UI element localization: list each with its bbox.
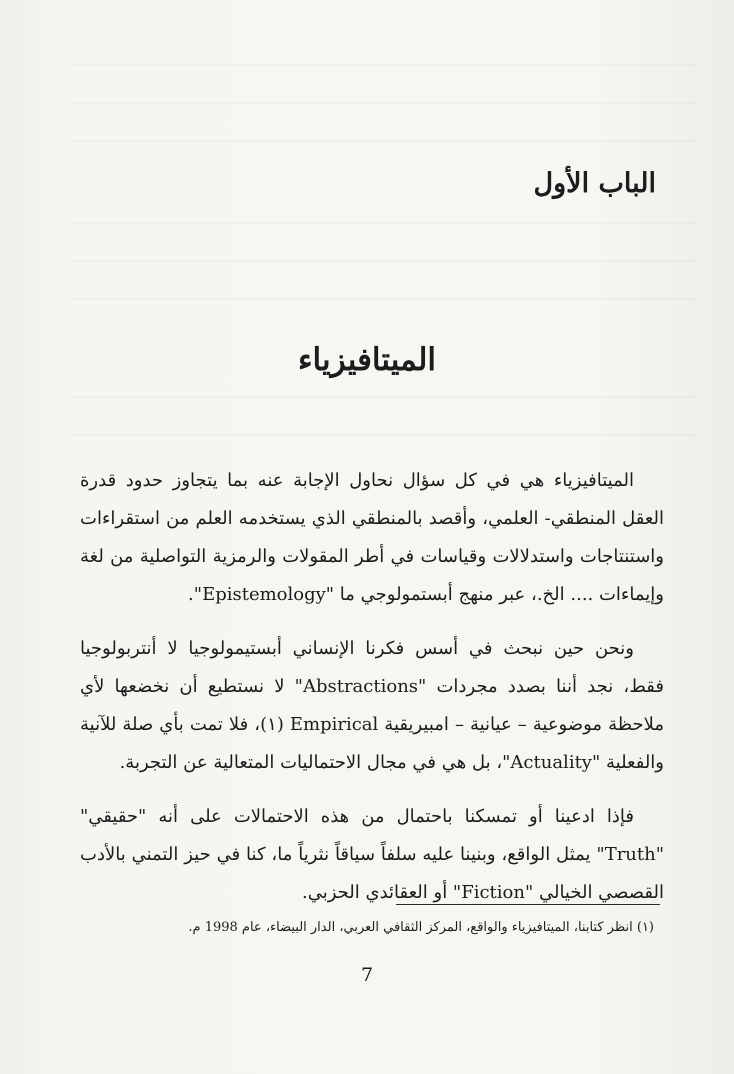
footnote-divider [396, 904, 660, 905]
bleed-through-line [70, 298, 694, 300]
bleed-through-line [70, 140, 694, 142]
paragraph-3: فإذا ادعينا أو تمسكنا باحتمال من هذه الاحتمالات على أنه "حقيقي" "Truth" يمثل الواقع، وبنينا عليه سلفاً سياقاً نثرياً ما، كنا في حيز التمني بالأدب القصصي الخيالي "Fiction" أو العقائدي الحزبي. [80, 806, 664, 903]
chapter-heading: الباب الأول [533, 168, 656, 199]
page-number: 7 [360, 964, 374, 986]
bleed-through-line [70, 64, 694, 66]
bleed-through-line [70, 222, 694, 224]
bleed-through-line [70, 396, 694, 398]
section-title: الميتافيزياء [297, 342, 437, 378]
body-text [80, 462, 664, 928]
bleed-through-line [70, 434, 694, 436]
paragraph-2: ونحن حين نبحث في أسس فكرنا الإنساني أبستيمولوجيا لا أنتربولوجيا فقط، نجد أننا بصدد مجردات "Abstractions" لا نستطيع أن نخضعها لأي ملاحظة موضوعية – عيانية – امبيريقية Empirical (١)، فلا تمت بأي صلة للآنية والفعلية "Actuality"، بل هي في مجال الاحتماليات المتعالية عن التجربة. [80, 638, 665, 773]
footnote: (١) انظر كتابنا، الميتافيزياء والواقع، المركز الثقافي العربي، الدار البيضاء، عام 1998 م. [188, 920, 654, 935]
bleed-through-line [70, 260, 694, 262]
bleed-through-line [70, 102, 694, 104]
paragraph-1: الميتافيزياء هي في كل سؤال نحاول الإجابة عنه بما يتجاوز حدود قدرة العقل المنطقي- العلمي، وأقصد بالمنطقي الذي يستخدمه العلم من استقراءات واستنتاجات واستدلالات وقياسات في أطر المقولات والرمزية التواصلية من لغة وإيماءات .... الخ.، عبر منهج أبستمولوجي ما "Epistemology". [80, 470, 664, 605]
